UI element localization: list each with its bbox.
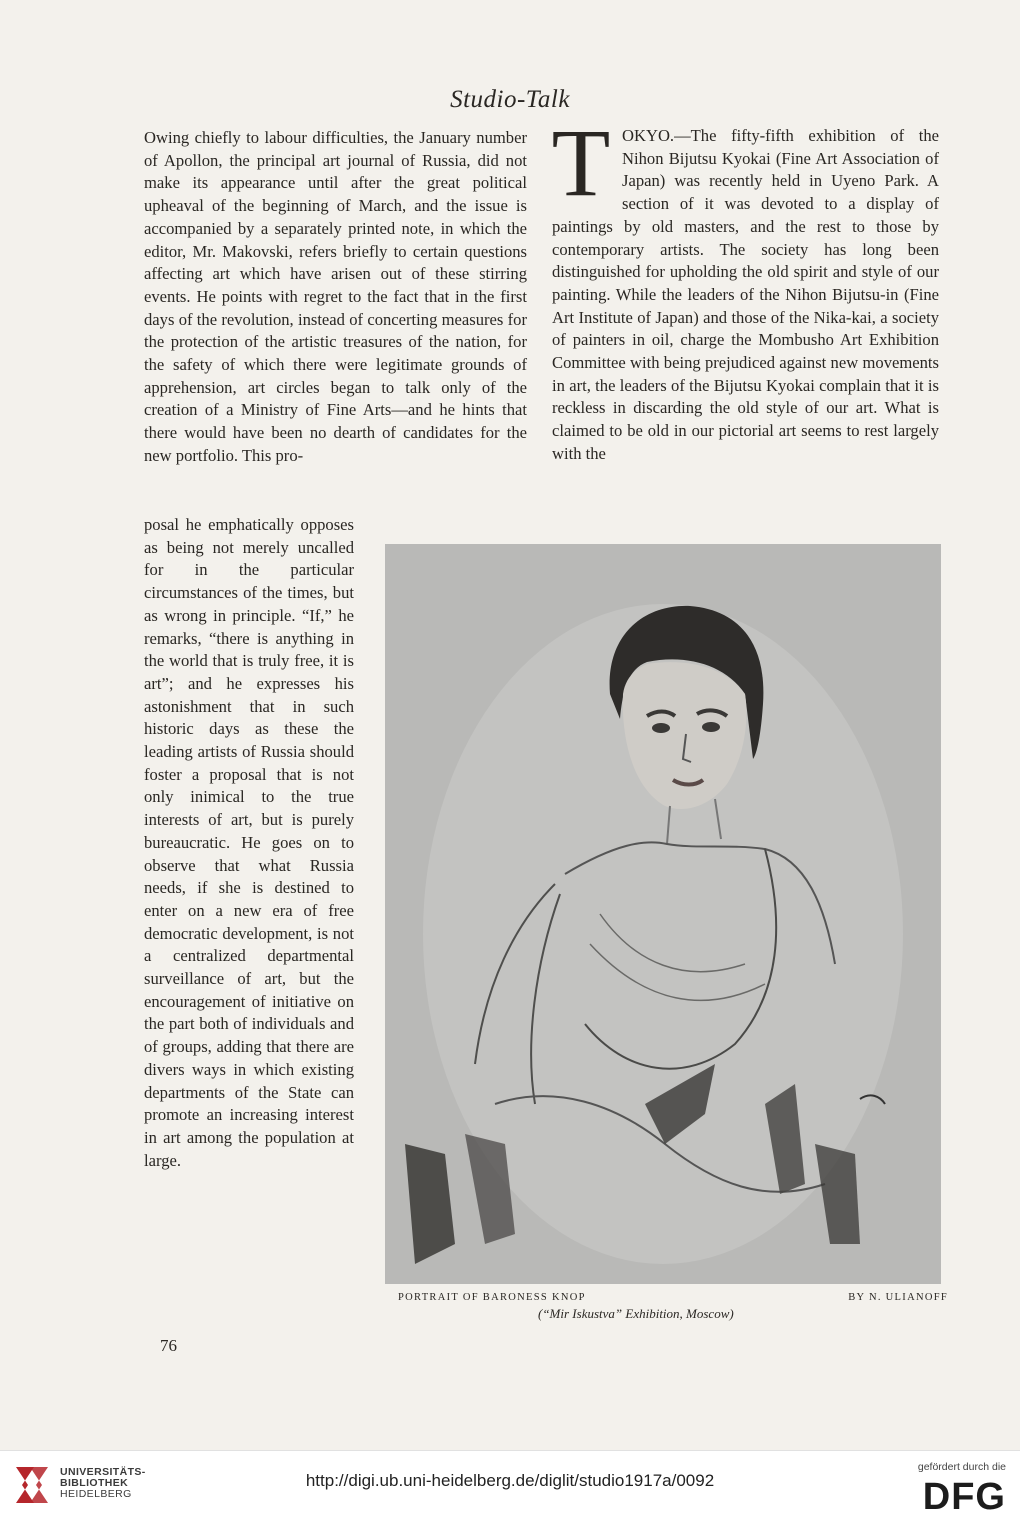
running-head: Studio-Talk (450, 86, 570, 113)
funding-note: gefördert durch die (917, 1461, 1006, 1473)
page-number: 76 (160, 1336, 177, 1355)
library-line-3: HEIDELBERG (60, 1488, 132, 1500)
left-column-top (144, 127, 527, 468)
tokyo-text: OKYO.—The fifty-fifth exhibition of the Nihon Bijutsu Kyokai (Fine Art Association of Japan) was recently held in Uyeno Park. A section of it was devoted to a display of paintings by old masters, and the rest to those by contemporary artists. The society has long been distinguished for upholding the old spirit and style of our painting. While the leaders of the Nihon Bijutsu-in (Fine Art Institute of Japan) and those of the Nika-kai, a society of painters in oil, charge the Mombusho Art Exhibition Committee with being prejudiced against new movements in art, the leaders of the Bijutsu Kyokai complain that it is reckless in discarding the old style of our art. What is claimed to be old in our pictorial art seems to rest largely with the (552, 126, 939, 463)
caption-source: (“Mir Iskustva” Exhibition, Moscow) (538, 1306, 734, 1321)
digitization-footer (0, 1450, 1020, 1524)
library-line-1: UNIVERSITÄTS- (60, 1466, 146, 1478)
permalink-url[interactable]: http://digi.ub.uni-heidelberg.de/diglit/studio1917a/0092 (305, 1471, 715, 1490)
library-line-2: BIBLIOTHEK (60, 1477, 129, 1489)
left-column-bottom-text: posal he emphatically opposes as being not merely uncalled for in the particular circumstances of the times, but as wrong in principle. “If,” he remarks, “there is anything in the world that is truly free, it is art”; and he expresses his astonishment that in such historic days as these the leading artists of Russia should foster a proposal that is not only inimical to the true interests of art, but is purely bureaucratic. He goes on to observe that what Russia needs, if she is destined to enter on a new era of free democratic development, is not a centralized departmental surveillance of art, but the encouragement of initiative on the part both of individuals and of groups, adding that there are divers ways in which existing departments of the State can promote an increasing interest in art among the population at large. (144, 515, 354, 1170)
caption-title: PORTRAIT OF BARONESS KNOP (398, 1292, 586, 1303)
tokyo-paragraph (551, 109, 939, 466)
right-column (551, 109, 939, 466)
portrait-drawing (385, 544, 941, 1284)
dfg-logo: DFG (922, 1476, 1006, 1518)
portrait-plate (385, 544, 941, 1284)
left-column-bottom (144, 514, 354, 1172)
caption-artist: BY N. ULIANOFF (848, 1292, 948, 1303)
left-column-top-text: Owing chiefly to labour difficulties, the January number of Apollon, the principal art journal of Russia, did not make its appearance until after the great political upheaval of the beginning of March, and the issue is accompanied by a separately printed note, in which the editor, Mr. Makovski, refers briefly to certain questions affecting art which have arisen out of these stirring events. He points with regret to the fact that in the first days of the revolution, instead of concerting measures for the protection of the artistic treasures of the nation, for the safety of which there were legitimate grounds of apprehension, art circles began to talk only of the creation of a Ministry of Fine Arts—and he hints that there would have been no dearth of candidates for the new portfolio. This pro- (144, 128, 527, 465)
drop-cap: T (551, 109, 611, 216)
